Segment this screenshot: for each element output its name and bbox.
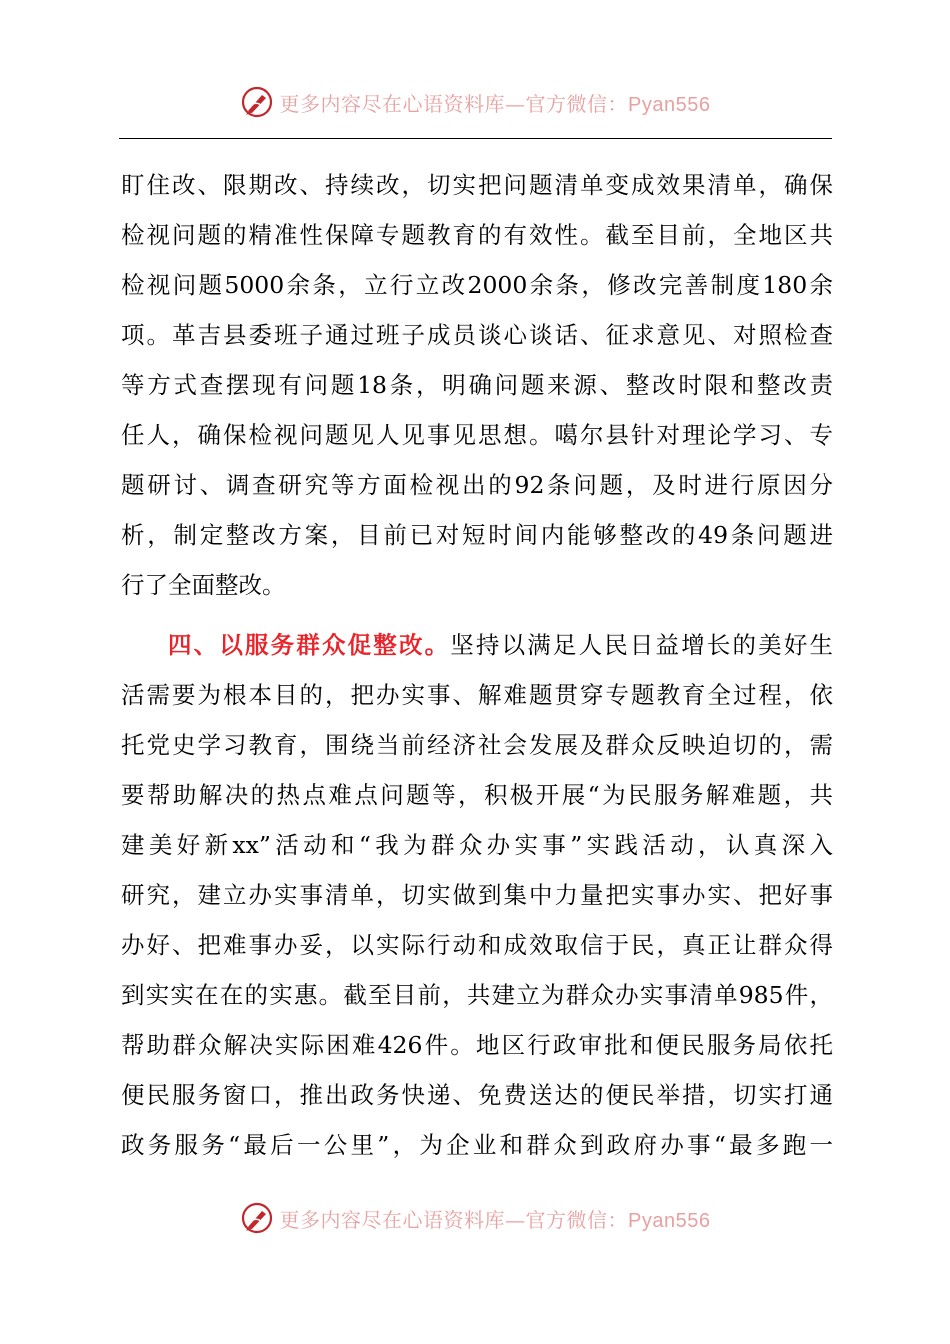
footer-brand: 更多内容尽在心语资料库 <box>279 1207 506 1232</box>
paragraph-line: 帮助群众解决实际困难426件。地区行政审批和便民服务局依托 <box>121 1031 833 1059</box>
section-heading: 四、以服务群众促整改。 <box>168 631 451 659</box>
paragraph-line: 托党史学习教育，围绕当前经济社会发展及群众反映迫切的，需 <box>121 731 833 759</box>
paragraph-line: 检视问题的精准性保障专题教育的有效性。截至目前，全地区共 <box>121 221 833 249</box>
header-banner-text <box>280 88 711 117</box>
paragraph-line: 活需要为根本目的，把办实事、解难题贯穿专题教育全过程，依 <box>121 681 833 709</box>
paragraph-2 <box>121 620 833 1170</box>
footer-banner-text <box>280 1204 711 1233</box>
pen-logo-icon <box>240 1201 274 1235</box>
footer-wechat: 官方微信：Pyan556 <box>525 1209 711 1232</box>
header-dash: — <box>505 91 526 116</box>
header-brand: 更多内容尽在心语资料库 <box>279 91 506 116</box>
paragraph-line: 任人，确保检视问题见人见事见思想。噶尔县针对理论学习、专 <box>121 421 833 449</box>
paragraph-line: 要帮助解决的热点难点问题等，积极开展“为民服务解难题，共 <box>121 781 833 809</box>
paragraph-line: 到实实在在的实惠。截至目前，共建立为群众办实事清单985件， <box>121 981 833 1009</box>
paragraph-line: 析，制定整改方案，目前已对短时间内能够整改的49条问题进 <box>121 521 833 549</box>
paragraph-line: 盯住改、限期改、持续改，切实把问题清单变成效果清单，确保 <box>121 171 833 199</box>
header-divider <box>119 138 832 139</box>
paragraph-line: 行了全面整改。 <box>121 571 286 599</box>
paragraph-line: 办好、把难事办妥，以实际行动和成效取信于民，真正让群众得 <box>121 931 833 959</box>
footer-banner <box>0 1198 950 1238</box>
paragraph-line: 政务服务“最后一公里”，为企业和群众到政府办事“最多跑一 <box>121 1131 833 1159</box>
header-wechat: 官方微信：Pyan556 <box>525 93 711 116</box>
paragraph-line: 项。革吉县委班子通过班子成员谈心谈话、征求意见、对照检查 <box>121 321 833 349</box>
heading-trailing-text: 坚持以满足人民日益增长的美好生 <box>450 631 834 659</box>
header-banner <box>0 82 950 122</box>
paragraph-line: 等方式查摆现有问题18条，明确问题来源、整改时限和整改责 <box>121 371 833 399</box>
paragraph-line: 便民服务窗口，推出政务快递、免费送达的便民举措，切实打通 <box>121 1081 833 1109</box>
paragraph-line: 建美好新xx”活动和“我为群众办实事”实践活动，认真深入 <box>121 831 833 859</box>
paragraph-first-line <box>121 620 833 670</box>
footer-dash: — <box>505 1207 526 1232</box>
document-body <box>121 160 833 1170</box>
paragraph-line: 研究，建立办实事清单，切实做到集中力量把实事办实、把好事 <box>121 881 833 909</box>
pen-logo-icon <box>240 85 274 119</box>
paragraph-line: 检视问题5000余条，立行立改2000余条，修改完善制度180余 <box>121 271 833 299</box>
paragraph-line: 题研讨、调查研究等方面检视出的92条问题，及时进行原因分 <box>121 471 833 499</box>
paragraph-1 <box>121 160 833 610</box>
